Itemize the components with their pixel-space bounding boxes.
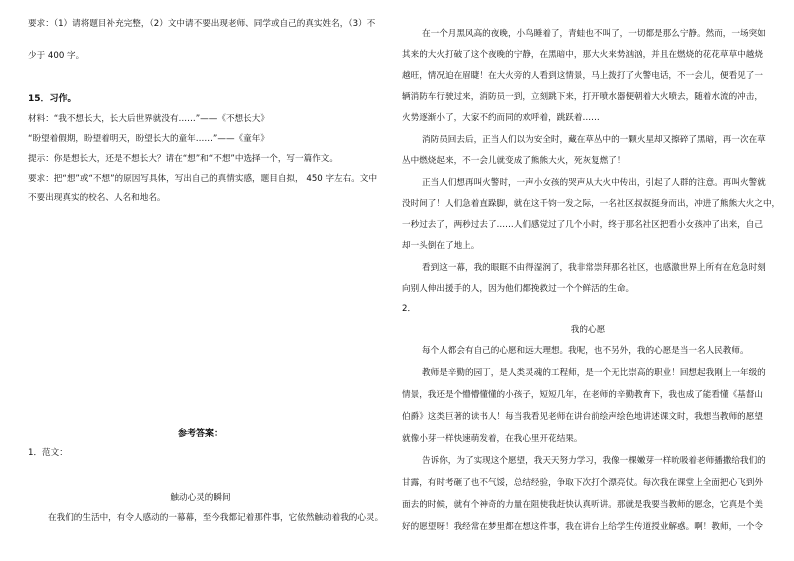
essay-1-paragraph-1: 在我们的生活中，有令人感动的一幕幕，至今我都记着那件事，它依然触动着我的心灵。 [48,513,384,523]
answer-heading: 参考答案： [177,429,223,439]
essay-1-p3-line-2: 丛中燃烧起来，不一会儿就变成了熊熊大火，死灰复燃了！ [402,156,626,166]
essay-2-p3-line-1: 告诉你，为了实现这个愿望，我天天努力学习，我像一棵嫩芽一样吮吸着老师播撒给我们的 [422,456,766,466]
material-line: 材料：“我不想长大，长大后世界就没有……”——《不想长大》 [28,114,269,124]
requirement-line-1: 要求：（1）请将题目补充完整，（2）文中请不要出现老师、同学或自己的真实姓名，（3）不 [28,19,376,29]
essay-1-p2-line-3: 越旺，情况迫在眉睫！在大火旁的人看到这情景，马上拨打了火警电话，不一会儿，便看见了一 [402,71,763,81]
left-column [28,0,384,561]
right-column [402,0,781,561]
essay-1-title: 触动心灵的瞬间 [170,493,231,503]
essay-1-p2-line-4: 辆消防车行驶过来，消防员一到，立刻跳下来，打开喷水器便朝着大火喷去，随着水流的冲击， [402,92,763,102]
essay-2-p2-line-3: 伯爵》这类巨著的读书人！每当我看见老师在讲台前绘声绘色地讲述课文时，我想当教师的愿望 [402,412,763,422]
quote-line: “盼望着假期，盼望着明天，盼望长大的童年……”——《童年》 [28,134,269,144]
essay-2-p1: 每个人都会有自己的心愿和远大理想。我呢，也不另外，我的心愿是当一名人民教师。 [422,346,749,356]
requirement2-line-2: 不要出现真实的校名、人名和地名。 [28,193,166,203]
essay-1-p4-line-4: 却一头倒在了地上。 [402,241,480,251]
hint-line: 提示：你是想长大，还是不想长大？请在“想”和“不想”中选择一个，写一篇作文。 [28,154,338,164]
item-1-label: 1．范文： [28,448,68,458]
question-15-heading: 15．习作。 [28,94,77,104]
essay-1-p5-line-1: 看到这一幕，我的眼眶不由得湿润了，我非常崇拜那名社区，也感激世界上所有在危急时刻 [422,263,766,273]
essay-1-p2-line-5: 火势逐渐小了，大家不约而同的欢呼着，跳跃着…… [402,113,600,123]
essay-1-p3-line-1: 消防员回去后，正当人们以为安全时，藏在草丛中的一颗火星却又擦碎了黑暗，再一次在草 [422,135,766,145]
essay-1-p5-line-2: 向别人伸出援手的人，因为他们都挽救过一个个鲜活的生命。 [402,284,635,294]
essay-2-title: 我的心愿 [570,325,606,335]
essay-2-p2-line-4: 就像小芽一样快速萌发着，在我心里开花结果。 [402,434,583,444]
essay-1-p2-line-2: 其来的大火打破了这个夜晚的宁静，在黑暗中，那大火来势汹汹，并且在燃烧的花花草草中越烧 [402,50,763,60]
essay-2-p3-line-2: 甘露，有时考砸了也不气馁，总结经验，争取下次打个漂亮仗。每次我在课堂上全面把心飞到外 [402,478,763,488]
essay-2-p2-line-2: 情景，我还是个懵懵懂懂的小孩子，短短几年，在老师的辛勤教育下，我也成了能看懂《基督山 [402,390,763,400]
essay-1-p4-line-2: 没时间了！人们急着直跺脚，就在这千钧一发之际，一名社区叔叔挺身而出，冲进了熊熊大火之中， [402,199,781,209]
item-2-label: 2． [402,304,417,314]
essay-2-p3-line-4: 好的愿望呀！我经常在梦里都在想这件事，我在讲台上给学生传道授业解惑。啊！教师，一个令 [402,522,763,532]
essay-2-p2-line-1: 教师是辛勤的园丁，是人类灵魂的工程师，是一个无比崇高的职业！回想起我刚上一年级的 [422,368,766,378]
essay-2-p3-line-3: 面去的时候，就有个神奇的力量在阻使我赶快认真听讲。那就是我要当教师的愿念，它真是个美 [402,500,763,510]
requirement2-line-1: 要求：把“想”或“不想”的原因写具体，写出自己的真情实感，题目自拟， 450 字左右。文中 [28,174,378,184]
requirement-line-2: 少于 400 字。 [28,51,85,61]
essay-1-p4-line-1: 正当人们想再叫火警时，一声小女孩的哭声从大火中传出，引起了人群的注意。再叫火警就 [422,178,766,188]
essay-1-p2-line-1: 在一个月黑风高的夜晚，小鸟睡着了，青蛙也不叫了，一切都是那么宁静。然而，一场突如 [422,29,766,39]
essay-1-p4-line-3: 一秒过去了，两秒过去了……人们感觉过了几个小时，终于那名社区把看小女孩冲了出来，自己 [402,220,763,230]
